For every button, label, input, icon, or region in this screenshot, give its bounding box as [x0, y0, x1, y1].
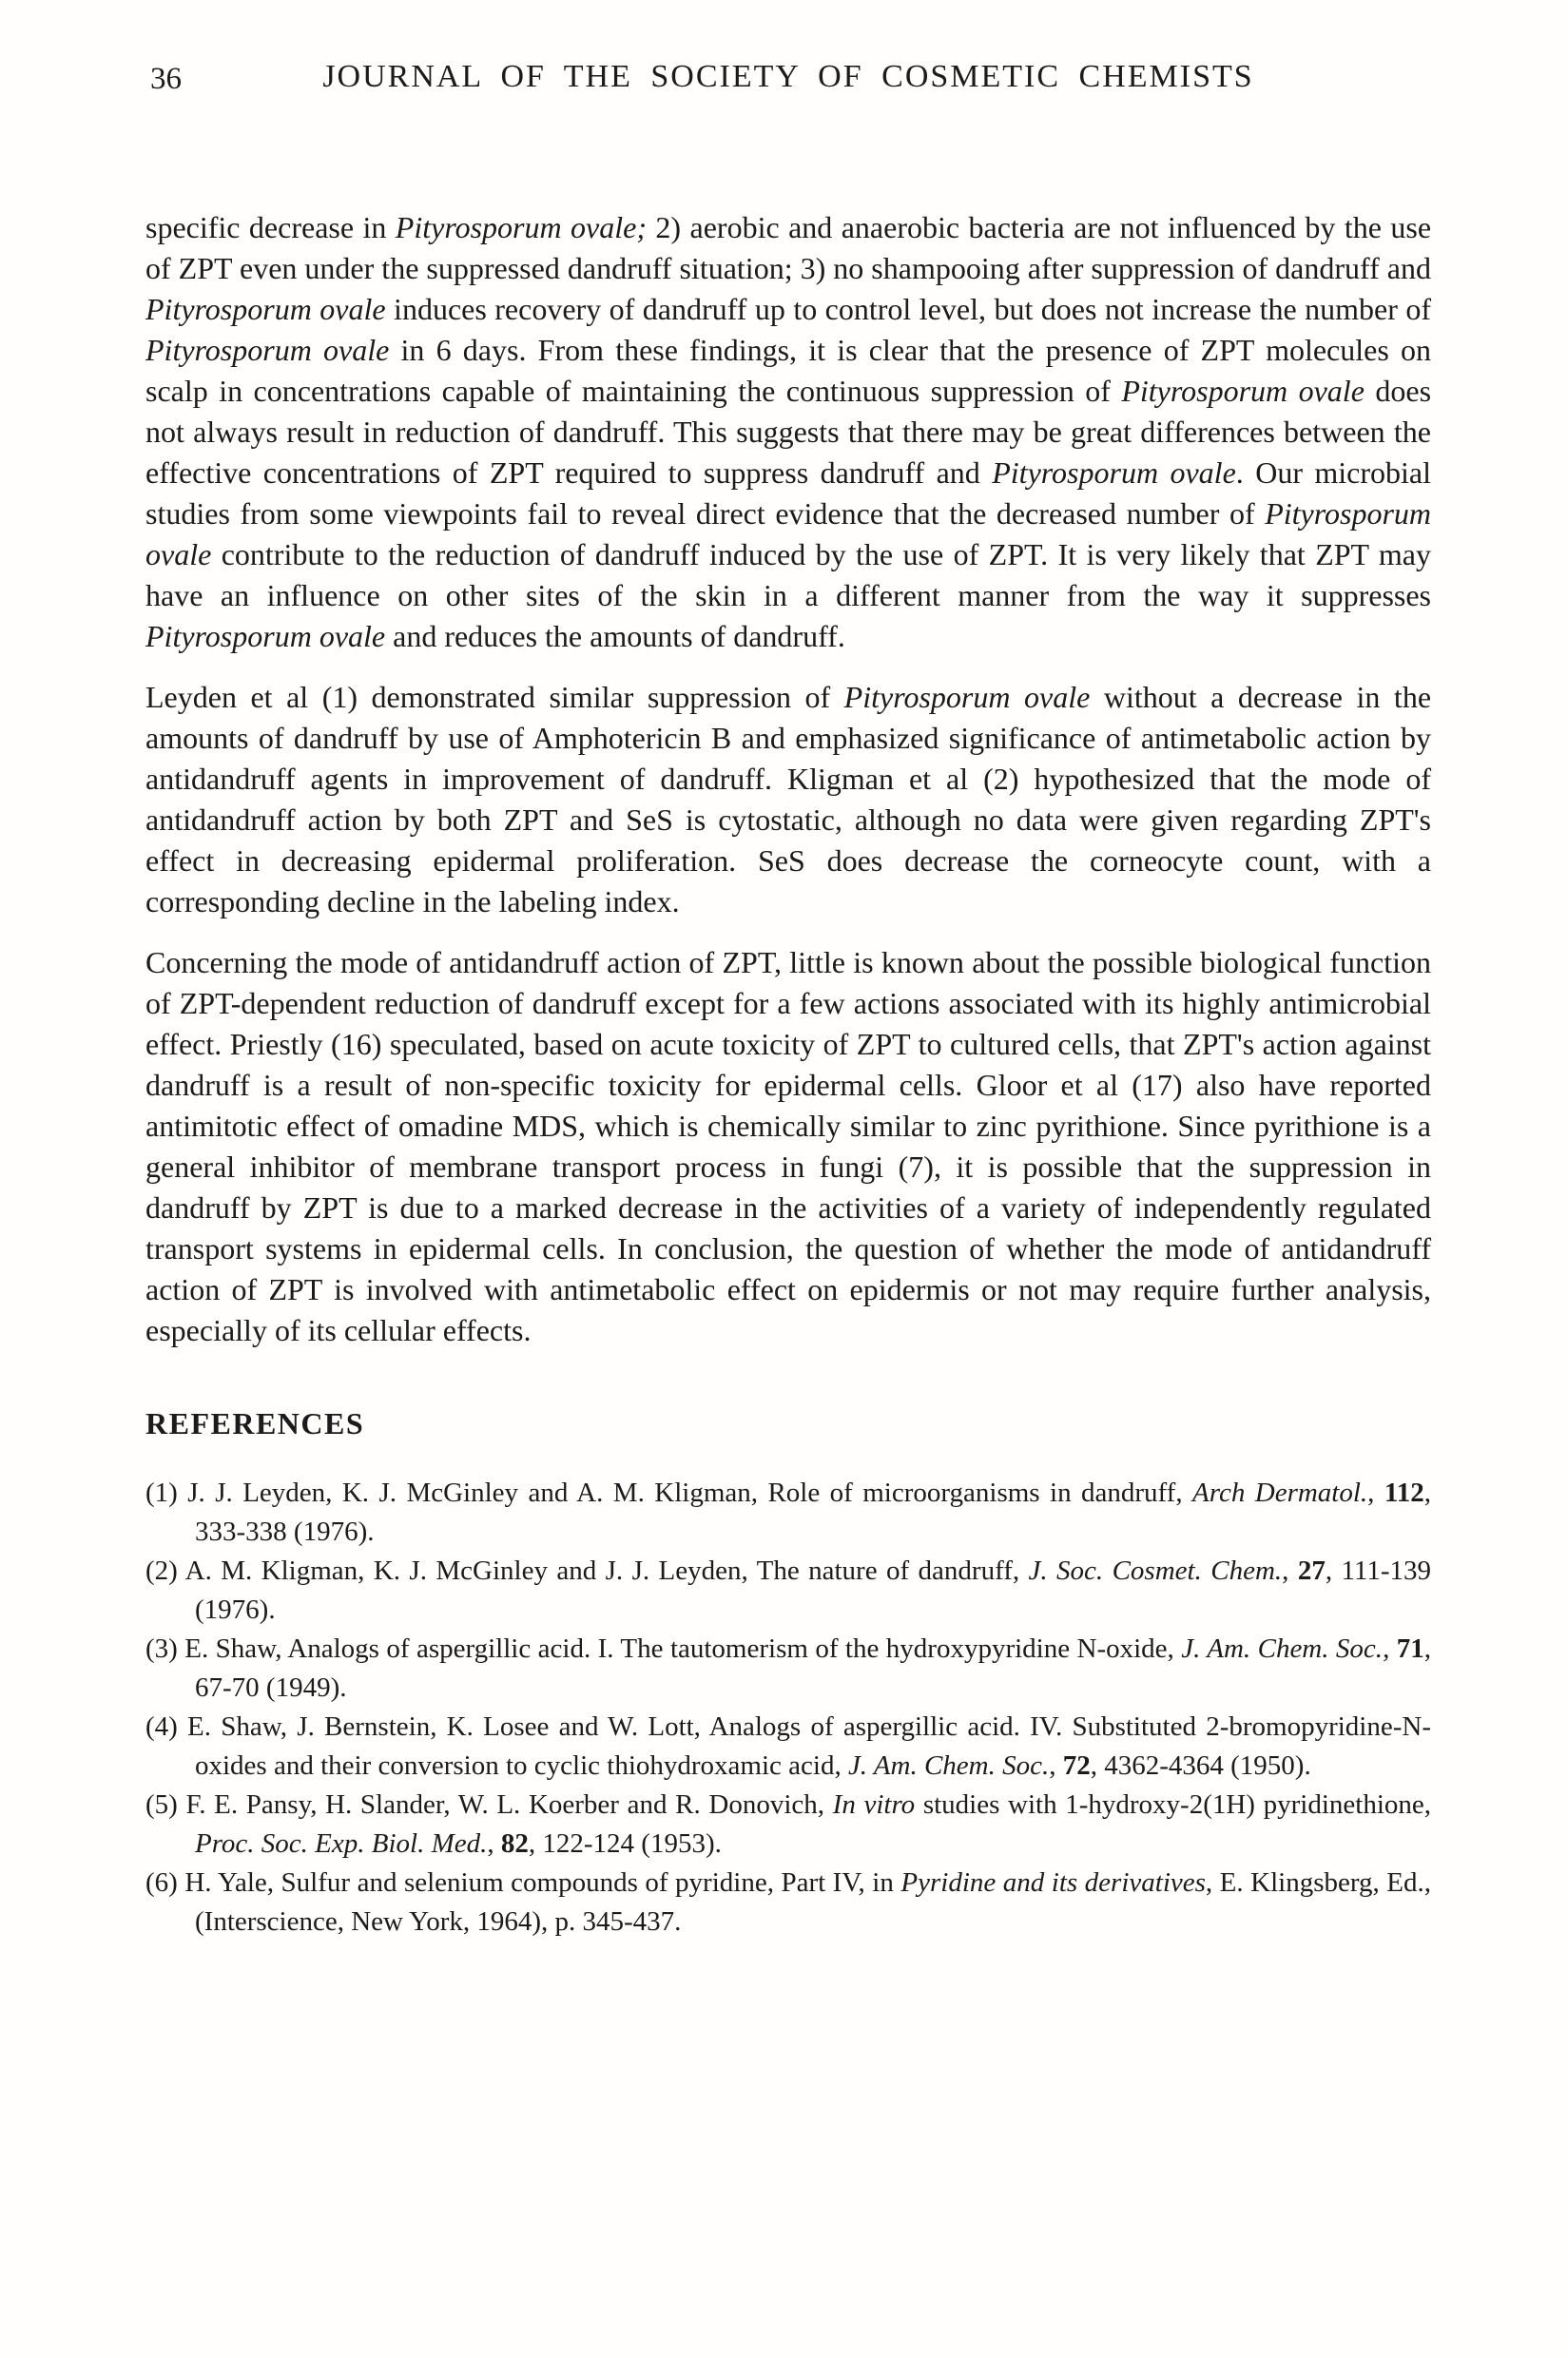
reference-number: (1) [145, 1478, 188, 1508]
reference-item [145, 1708, 1431, 1786]
reference-item [145, 1474, 1431, 1552]
text-run: , [1282, 1556, 1298, 1586]
italic-text-run: Pityrosporum ovale [1121, 374, 1365, 408]
reference-item [145, 1552, 1431, 1630]
italic-text-run: Pityrosporum ovale [992, 455, 1236, 490]
text-run: , 67-70 (1949). [195, 1633, 1431, 1703]
text-run: Leyden et al (1) demonstrated similar suppression of [145, 680, 844, 714]
text-run: 2) aerobic and anaerobic bacteria are not influenced by the use of ZPT even under the suppressed dandruff situation; 3) no shampooing after suppression of dandruff and [145, 210, 1432, 285]
text-run: without a decrease in the amounts of dandruff by use of Amphotericin B and emphasized significance of antimetabolic action by antidandruff agents in improvement of dandruff. Kligman et al (2) hypothesized that the mode of antidandruff action by both ZPT and SeS is cytostatic, although no data were given regarding ZPT's effect in decreasing epidermal proliferation. SeS does decrease the corneocyte count, with a corresponding decline in the labeling index. [145, 680, 1432, 918]
reference-item [145, 1630, 1431, 1708]
reference-number: (2) [145, 1556, 185, 1586]
reference-number: (5) [145, 1789, 186, 1820]
page-content [145, 59, 1431, 1942]
text-run: , 122-124 (1953). [528, 1828, 722, 1859]
italic-text-run: Proc. Soc. Exp. Biol. Med. [195, 1828, 488, 1859]
text-run: , 333-338 (1976). [195, 1478, 1432, 1547]
reference-number: (4) [145, 1711, 188, 1742]
body-paragraph [145, 207, 1431, 657]
page-number: 36 [150, 62, 182, 96]
body-paragraph [145, 942, 1431, 1351]
text-run: , [1383, 1633, 1397, 1664]
article-body [145, 207, 1431, 1351]
references-heading: REFERENCES [145, 1406, 365, 1440]
text-run: and reduces the amounts of dandruff. [385, 619, 845, 653]
text-run: , [1049, 1750, 1063, 1781]
journal-title: JOURNAL OF THE SOCIETY OF COSMETIC CHEMISTS [322, 59, 1254, 94]
text-run: Concerning the mode of antidandruff action of ZPT, little is known about the possible biological function of ZPT-dependent reduction of dandruff except for a few actions associated with its highly antimicrobial effect. Priestly (16) speculated, based on acute toxicity of ZPT to cultured cells, that ZPT's action against dandruff is a result of non-specific toxicity for epidermal cells. Gloor et al (17) also have reported antimitotic effect of omadine MDS, which is chemically similar to zinc pyrithione. Since pyrithione is a general inhibitor of membrane transport process in fungi (7), it is possible that the suppression in dandruff by ZPT is due to a marked decrease in the activities of a variety of independently regulated transport systems in epidermal cells. In conclusion, the question of whether the mode of antidandruff action of ZPT is involved with antimetabolic effect on epidermis or not may require further analysis, especially of its cellular effects. [145, 945, 1431, 1347]
text-run: H. Yale, Sulfur and selenium compounds of pyridine, Part IV, in [184, 1867, 901, 1898]
bold-text-run: 27 [1297, 1556, 1326, 1586]
italic-text-run: Pityrosporum ovale [145, 333, 390, 367]
text-run: , E. Klingsberg, Ed., (Interscience, New York, 1964), p. 345-437. [195, 1867, 1431, 1937]
text-run: E. Shaw, Analogs of aspergillic acid. I. The tautomerism of the hydroxypyridine N-oxide, [184, 1633, 1182, 1664]
italic-text-run: J. Am. Chem. Soc. [847, 1750, 1050, 1781]
text-run: F. E. Pansy, H. Slander, W. L. Koerber and R. Donovich, [185, 1789, 833, 1820]
reference-number: (6) [145, 1867, 185, 1898]
text-run: A. M. Kligman, K. J. McGinley and J. J. Leyden, The nature of dandruff, [184, 1556, 1029, 1586]
italic-text-run: Pityrosporum ovale [145, 496, 1431, 571]
text-run: specific decrease in [145, 210, 396, 244]
text-run: , 111-139 (1976). [195, 1556, 1432, 1625]
italic-text-run: Pityrosporum ovale [145, 619, 386, 653]
bold-text-run: 72 [1062, 1750, 1091, 1781]
text-run: does not always result in reduction of dandruff. This suggests that there may be great differences between the effective concentrations of ZPT required to suppress dandruff and [145, 374, 1432, 490]
text-run: , [1367, 1478, 1384, 1508]
text-run: contribute to the reduction of dandruff induced by the use of ZPT. It is very likely that ZPT may have an influence on other sites of the skin in a different manner from the way it suppresses [145, 537, 1431, 612]
references-list [145, 1474, 1431, 1942]
bold-text-run: 82 [500, 1828, 529, 1859]
reference-number: (3) [145, 1633, 185, 1664]
body-paragraph [145, 677, 1431, 922]
italic-text-run: J. Soc. Cosmet. Chem. [1028, 1556, 1283, 1586]
italic-text-run: Pityrosporum ovale [843, 680, 1091, 714]
reference-item [145, 1864, 1431, 1942]
italic-text-run: In vitro [832, 1789, 916, 1820]
text-run: J. J. Leyden, K. J. McGinley and A. M. Kligman, Role of microorganisms in dandruff, [187, 1478, 1193, 1508]
bold-text-run: 71 [1396, 1633, 1424, 1664]
italic-text-run: Pyridine and its derivatives [900, 1867, 1206, 1898]
reference-item [145, 1786, 1431, 1864]
text-run: in 6 days. From these findings, it is clear that the presence of ZPT molecules on scalp in concentrations capable of maintaining the continuous suppression of [145, 333, 1432, 408]
italic-text-run: Pityrosporum ovale; [395, 210, 647, 244]
page-header [145, 59, 1431, 101]
text-run: , [487, 1828, 501, 1859]
bold-text-run: 112 [1384, 1478, 1424, 1508]
italic-text-run: Pityrosporum ovale [145, 292, 386, 326]
text-run: . Our microbial studies from some viewpoints fail to reveal direct evidence that the decreased number of [145, 455, 1432, 531]
text-run: E. Shaw, J. Bernstein, K. Losee and W. Lott, Analogs of aspergillic acid. IV. Substituted 2-bromopyridine-N-oxides and their conversion to cyclic thiohydroxamic acid, [187, 1711, 1431, 1781]
italic-text-run: J. Am. Chem. Soc. [1181, 1633, 1384, 1664]
text-run: induces recovery of dandruff up to control level, but does not increase the number of [385, 292, 1431, 326]
text-run: studies with 1-hydroxy-2(1H) pyridinethione, [915, 1789, 1431, 1820]
italic-text-run: Arch Dermatol. [1192, 1478, 1368, 1508]
text-run: , 4362-4364 (1950). [1090, 1750, 1311, 1781]
